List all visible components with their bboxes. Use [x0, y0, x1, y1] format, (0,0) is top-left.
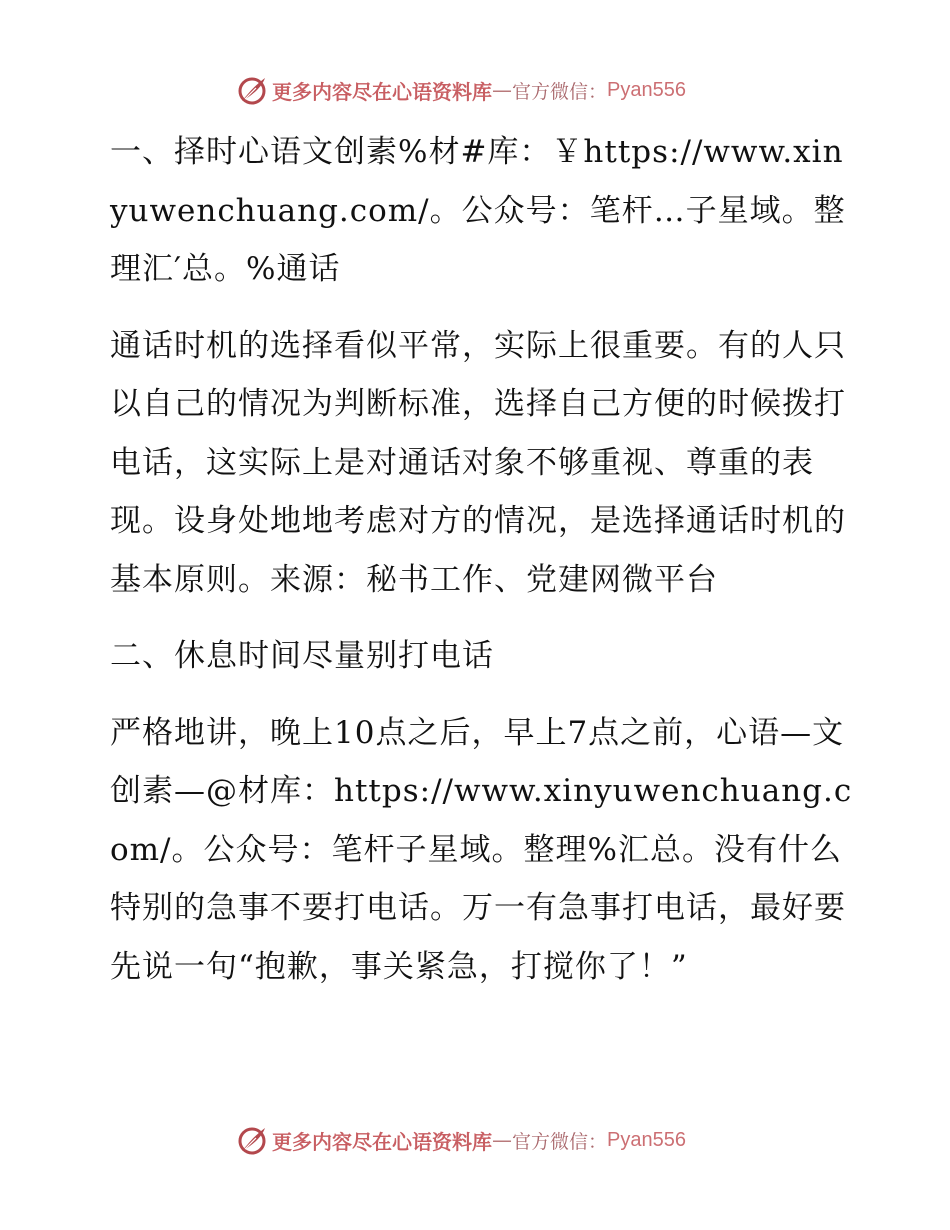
watermark-wechat-id: Pyan556: [607, 1128, 686, 1151]
document-body: [98, 123, 858, 1014]
watermark-group: [236, 1120, 686, 1160]
feather-circle-logo-icon: [236, 74, 268, 106]
watermark-text: 更多内容尽在心语资料库: [272, 79, 492, 104]
footer-watermark: [0, 1120, 950, 1160]
watermark-dash: —: [492, 78, 512, 102]
feather-circle-logo-icon: [236, 1124, 268, 1156]
watermark-wechat-id: Pyan556: [607, 78, 686, 101]
paragraph-call-timing: 通话时机的选择看似平常，实际上很重要。有的人只以自己的情况为判断标准，选择自己方便的时候拨打电话，这实际上是对通话对象不够重视、尊重的表现。设身处地地考虑对方的情况，是选择通话时机的基本原则。来源：秘书工作、党建网微平台: [110, 327, 846, 598]
watermark-text: 更多内容尽在心语资料库: [272, 1129, 492, 1154]
watermark-group: [236, 70, 686, 110]
watermark-wechat-label: 官方微信：: [512, 80, 608, 103]
header-watermark: [0, 70, 950, 110]
watermark-dash: —: [492, 1128, 512, 1152]
paragraph-rest-time: 严格地讲，晚上10点之后，早上7点之前，心语—文创素—@材库：https://www.xinyuwenchuang.com/。公众号：笔杆子星域。整理%汇总。没有什么特别的急事不要打电话。万一有急事打电话，最好要先说一句“抱歉，事关紧急，打搅你了！”: [110, 714, 853, 985]
paragraph-section-one-title: 一、择时心语文创素%材#库：￥https://www.xinyuwenchuang.com/。公众号：笔杆…子星域。整理汇′总。%通话: [110, 134, 846, 287]
paragraph-section-two-title: 二、休息时间尽量别打电话: [110, 638, 494, 674]
watermark-wechat-label: 官方微信：: [512, 1130, 608, 1153]
